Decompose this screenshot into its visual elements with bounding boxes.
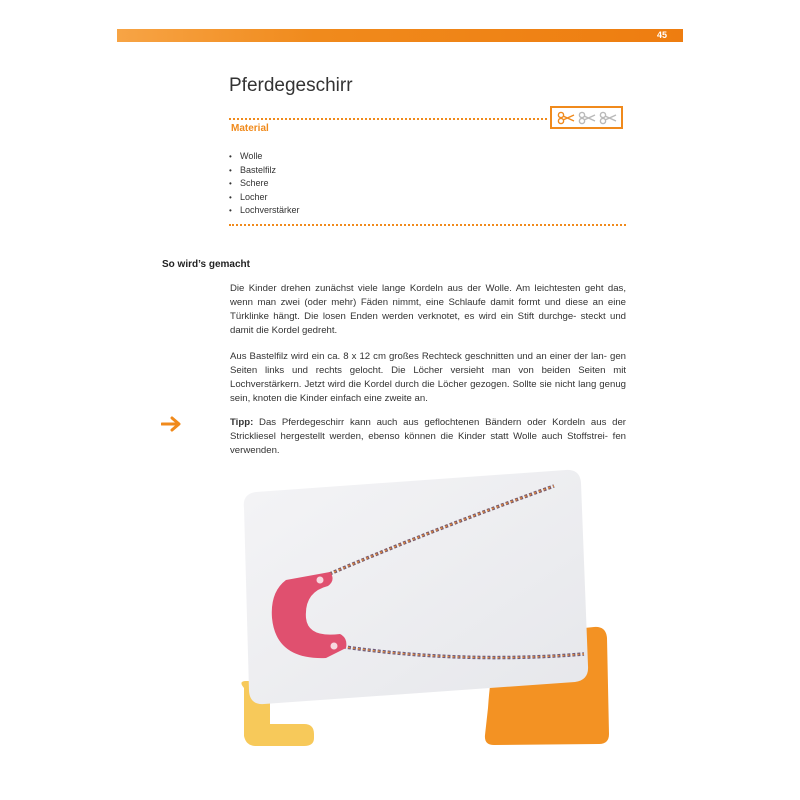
- list-item: • Bastelfilz: [229, 164, 300, 178]
- dotted-divider-bottom: [229, 224, 626, 226]
- craft-photo: [230, 468, 620, 758]
- difficulty-indicator: [550, 106, 623, 129]
- scissors-icon: [599, 111, 617, 125]
- tip-paragraph: [230, 416, 626, 458]
- arrow-right-icon: [161, 416, 183, 432]
- instruction-paragraph: Die Kinder drehen zunächst viele lange Kordeln aus der Wolle. Am leichtesten geht das, wenn man zwei (oder mehr) Fäden nimmt, eine Schlaufe damit formt und diese an eine Türklinke hängt. Die losen Enden werden verknotet, es wird ein Stift durchge- steckt und damit die Kordel gedreht.: [230, 283, 626, 336]
- list-item: • Lochverstärker: [229, 204, 300, 218]
- scissors-icon: [578, 111, 596, 125]
- tip-text: Das Pferdegeschirr kann auch aus geflochtenen Bändern oder Kordeln aus der Strickliesel hergestellt werden, ebenso können die Kinder statt Wolle auch Stoffstrei- fen verwenden.: [230, 417, 626, 456]
- material-list: [229, 150, 300, 218]
- list-item: • Locher: [229, 191, 300, 205]
- instruction-paragraph: Aus Bastelfilz wird ein ca. 8 x 12 cm großes Rechteck geschnitten und an einer der lan- gen Seiten links und rechts gelocht. Die Löcher versieht man von beiden Seiten mit Lochverstärkern. Jetzt wird die Kordel durch die Löcher gezogen. Sollte sie nicht lang genug sein, knoten die Kinder einfach eine zweite an.: [230, 351, 626, 404]
- scissors-icon: [557, 111, 575, 125]
- header-band: [117, 29, 683, 42]
- page-title: Pferdegeschirr: [229, 75, 353, 96]
- method-heading: So wird’s gemacht: [162, 259, 250, 270]
- dotted-divider-top: [229, 118, 547, 120]
- material-label: Material: [231, 123, 269, 134]
- list-item: • Wolle: [229, 150, 300, 164]
- tip-label: Tipp:: [230, 417, 254, 428]
- page-number: 45: [656, 30, 667, 40]
- list-item: • Schere: [229, 177, 300, 191]
